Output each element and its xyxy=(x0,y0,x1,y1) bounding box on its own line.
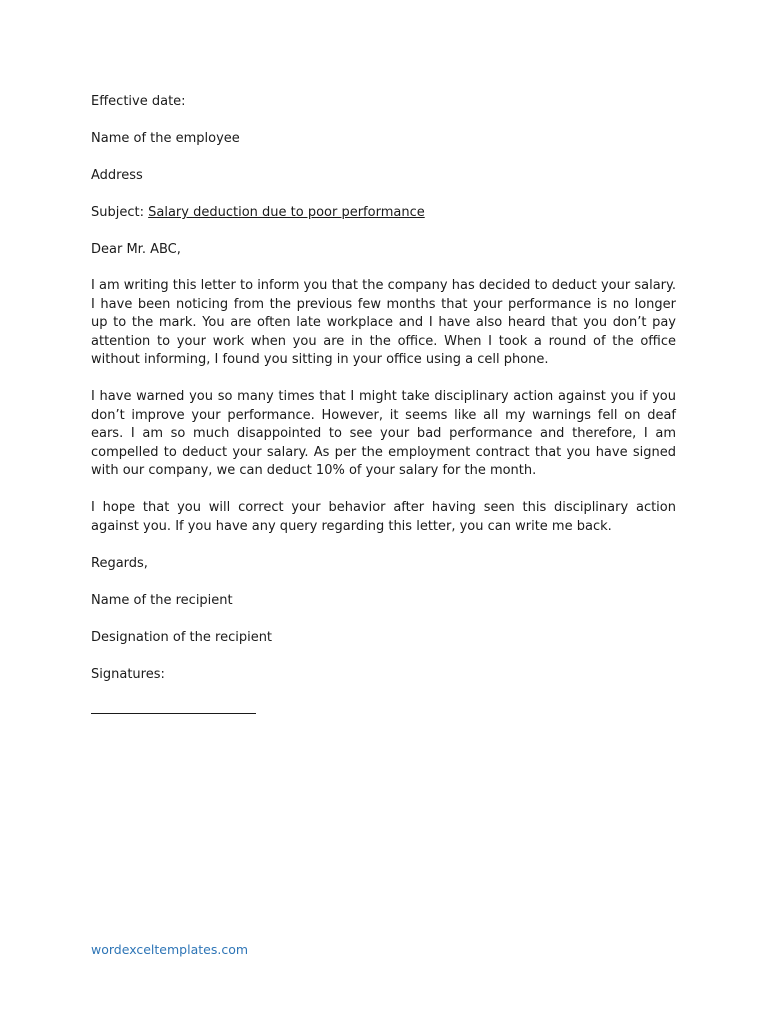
subject-text: Salary deduction due to poor performance xyxy=(148,205,425,220)
signature-line xyxy=(91,712,256,714)
employee-name-placeholder: Name of the employee xyxy=(91,131,240,146)
recipient-name-placeholder: Name of the recipient xyxy=(91,593,233,609)
recipient-designation-placeholder: Designation of the recipient xyxy=(91,630,273,646)
salutation: Dear Mr. ABC, xyxy=(91,242,181,257)
paragraph-1: I am writing this letter to inform you that the company has decided to deduct your salary. I have been noticing from the previous few months that your performance is no longer up to the mark. You are often late workplace and I have also heard that you don’t pay attention to your work when you are in the office. When I took a round of the office without informing, I found you sitting in your office using a cell phone. xyxy=(91,278,676,368)
effective-date-label: Effective date: xyxy=(91,94,186,109)
subject-label: Subject: xyxy=(91,205,144,220)
subject-line xyxy=(91,203,676,222)
paragraph-2: I have warned you so many times that I might take disciplinary action against you if you don’t improve your performance. However, it seems like all my warnings fell on deaf ears. I am so much disappointed to see your bad performance and therefore, I am compelled to deduct your salary. As per the employment contract that you have signed with our company, we can deduct 10% of your salary for the month. xyxy=(91,388,676,479)
signatures-label: Signatures: xyxy=(91,667,165,683)
letter-body xyxy=(91,92,676,714)
paragraph-3: I hope that you will correct your behavior after having seen this disciplinary action against you. If you have any query regarding this letter, you can write me back. xyxy=(91,499,676,534)
address-placeholder: Address xyxy=(91,168,143,183)
closing: Regards, xyxy=(91,556,148,572)
footer-website-link[interactable]: wordexceltemplates.com xyxy=(91,942,249,957)
